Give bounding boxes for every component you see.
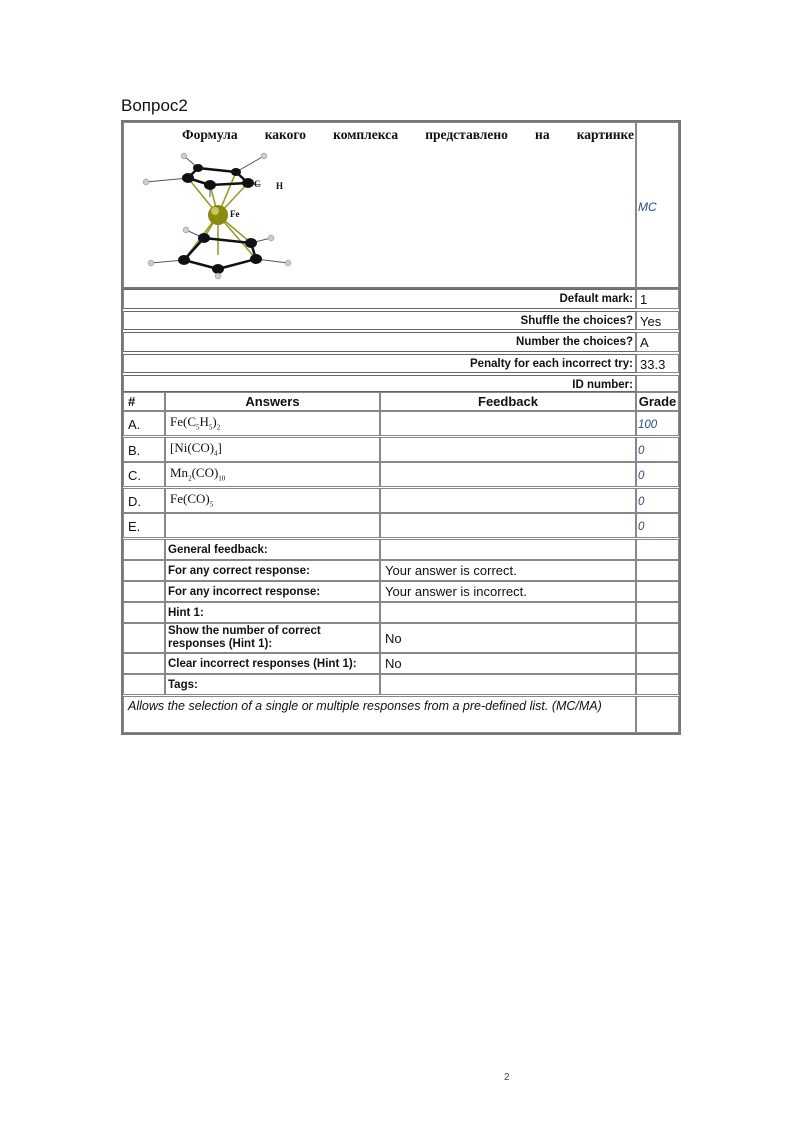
feedback-label: General feedback: xyxy=(165,539,380,560)
formula-subscript: 5 xyxy=(209,500,214,509)
answer-grade: 0 xyxy=(636,437,679,462)
setting-value: Yes xyxy=(640,314,662,329)
formula-text: Fe(C xyxy=(170,414,196,429)
question-type-cell xyxy=(636,122,679,289)
carbon-atom-label: C xyxy=(254,179,261,189)
setting-value-cell xyxy=(636,354,679,373)
answer-row xyxy=(123,462,679,487)
feedback-label: Hint 1: xyxy=(165,602,380,623)
formula-text: ] xyxy=(217,439,222,455)
iron-atom-label: Fe xyxy=(230,209,240,219)
question-type-code: MC xyxy=(638,200,657,214)
setting-value: 1 xyxy=(640,292,648,307)
setting-value-cell xyxy=(636,332,679,352)
formula-subscript: 5 xyxy=(196,423,200,432)
hydrogen-atom-label: H xyxy=(276,181,284,191)
answer-row xyxy=(123,411,679,436)
setting-label: Number the choices? xyxy=(516,336,633,348)
formula-subscript: 10 xyxy=(218,474,226,483)
answer-feedback xyxy=(380,437,636,462)
setting-value-cell xyxy=(636,311,679,330)
feedback-num-cell xyxy=(123,623,165,653)
answer-letter: E. xyxy=(123,513,165,538)
formula-subscript: 5 xyxy=(208,423,213,432)
setting-label-cell xyxy=(123,354,636,373)
answer-row xyxy=(123,513,679,538)
setting-value: A xyxy=(640,335,649,350)
ferrocene-molecule-image xyxy=(136,145,306,285)
answer-grade: 0 xyxy=(636,513,679,538)
answer-grade: 100 xyxy=(636,411,679,436)
header-answers: Answers xyxy=(165,392,380,411)
answer-formula xyxy=(165,462,380,487)
answer-formula xyxy=(165,513,380,538)
feedback-num-cell xyxy=(123,560,165,581)
formula-text: H xyxy=(199,414,209,429)
answer-letter: B. xyxy=(123,437,165,462)
question-table xyxy=(121,120,681,735)
answer-letter: A. xyxy=(123,411,165,436)
feedback-num-cell xyxy=(123,674,165,695)
feedback-value xyxy=(380,602,636,623)
setting-value-cell xyxy=(636,289,679,309)
feedback-empty-cell xyxy=(636,674,679,695)
feedback-label: Clear incorrect responses (Hint 1): xyxy=(165,653,380,674)
feedback-empty-cell xyxy=(636,539,679,560)
answer-formula xyxy=(165,488,380,513)
answers-header-row xyxy=(123,392,679,411)
setting-label: Penalty for each incorrect try: xyxy=(470,358,633,370)
answer-formula xyxy=(165,411,380,436)
setting-row xyxy=(123,332,679,352)
answer-row xyxy=(123,488,679,513)
formula-text: (CO) xyxy=(191,465,219,480)
answer-feedback xyxy=(380,411,636,436)
setting-value: 33.3 xyxy=(640,357,666,372)
question-cell xyxy=(123,122,636,289)
feedback-empty-cell xyxy=(636,602,679,623)
feedback-empty-cell xyxy=(636,560,679,581)
header-feedback: Feedback xyxy=(380,392,636,411)
setting-label-cell xyxy=(123,311,636,330)
feedback-row xyxy=(123,581,679,602)
setting-label: Default mark: xyxy=(559,293,633,305)
feedback-num-cell xyxy=(123,653,165,674)
feedback-empty-cell xyxy=(636,581,679,602)
setting-label-cell xyxy=(123,289,636,309)
setting-label: Shuffle the choices? xyxy=(520,315,633,327)
feedback-label: Tags: xyxy=(165,674,380,695)
feedback-value: Your answer is incorrect. xyxy=(380,581,636,602)
feedback-num-cell xyxy=(123,581,165,602)
formula-text: [Ni(CO) xyxy=(170,439,215,455)
feedback-value xyxy=(380,539,636,560)
formula-text: Mn xyxy=(170,465,189,480)
feedback-empty-cell xyxy=(636,653,679,674)
setting-row xyxy=(123,375,679,392)
feedback-empty-cell xyxy=(636,623,679,653)
feedback-row xyxy=(123,674,679,695)
setting-label-cell xyxy=(123,332,636,352)
feedback-row xyxy=(123,539,679,560)
answer-feedback xyxy=(380,488,636,513)
formula-subscript: 2 xyxy=(216,423,221,432)
formula-text: ) xyxy=(212,414,217,429)
description-text: Allows the selection of a single or multiple responses from a pre-defined list. (MC/MA) xyxy=(123,696,636,733)
feedback-value xyxy=(380,674,636,695)
setting-label-cell xyxy=(123,375,636,392)
formula-subscript: 2 xyxy=(188,474,192,483)
setting-label: ID number: xyxy=(572,379,633,391)
answer-formula xyxy=(165,437,380,462)
answer-letter: D. xyxy=(123,488,165,513)
formula-text: Fe(CO) xyxy=(170,490,210,506)
header-num: # xyxy=(123,392,165,411)
answer-feedback xyxy=(380,462,636,487)
setting-value-cell xyxy=(636,375,679,392)
description-empty-cell xyxy=(636,696,679,733)
answer-grade: 0 xyxy=(636,462,679,487)
header-grade: Grade xyxy=(636,392,679,411)
feedback-num-cell xyxy=(123,539,165,560)
feedback-label: For any incorrect response: xyxy=(165,581,380,602)
page-number: 2 xyxy=(504,1072,510,1083)
question-text: Формула какого комплекса представлено на картинке xyxy=(182,127,634,142)
feedback-row xyxy=(123,653,679,674)
feedback-row xyxy=(123,623,679,653)
feedback-value: No xyxy=(380,623,636,653)
feedback-row xyxy=(123,560,679,581)
setting-row xyxy=(123,289,679,309)
answer-grade: 0 xyxy=(636,488,679,513)
feedback-num-cell xyxy=(123,602,165,623)
feedback-value: Your answer is correct. xyxy=(380,560,636,581)
setting-row xyxy=(123,354,679,373)
feedback-row xyxy=(123,602,679,623)
formula-subscript: 4 xyxy=(214,449,218,458)
description-row xyxy=(123,696,679,733)
answer-feedback xyxy=(380,513,636,538)
question-row xyxy=(123,122,679,289)
feedback-label: For any correct response: xyxy=(165,560,380,581)
answer-row xyxy=(123,437,679,462)
question-title: Вопрос2 xyxy=(121,96,188,115)
feedback-label: Show the number of correct responses (Hint 1): xyxy=(165,623,380,653)
answer-letter: C. xyxy=(123,462,165,487)
setting-row xyxy=(123,311,679,330)
feedback-value: No xyxy=(380,653,636,674)
